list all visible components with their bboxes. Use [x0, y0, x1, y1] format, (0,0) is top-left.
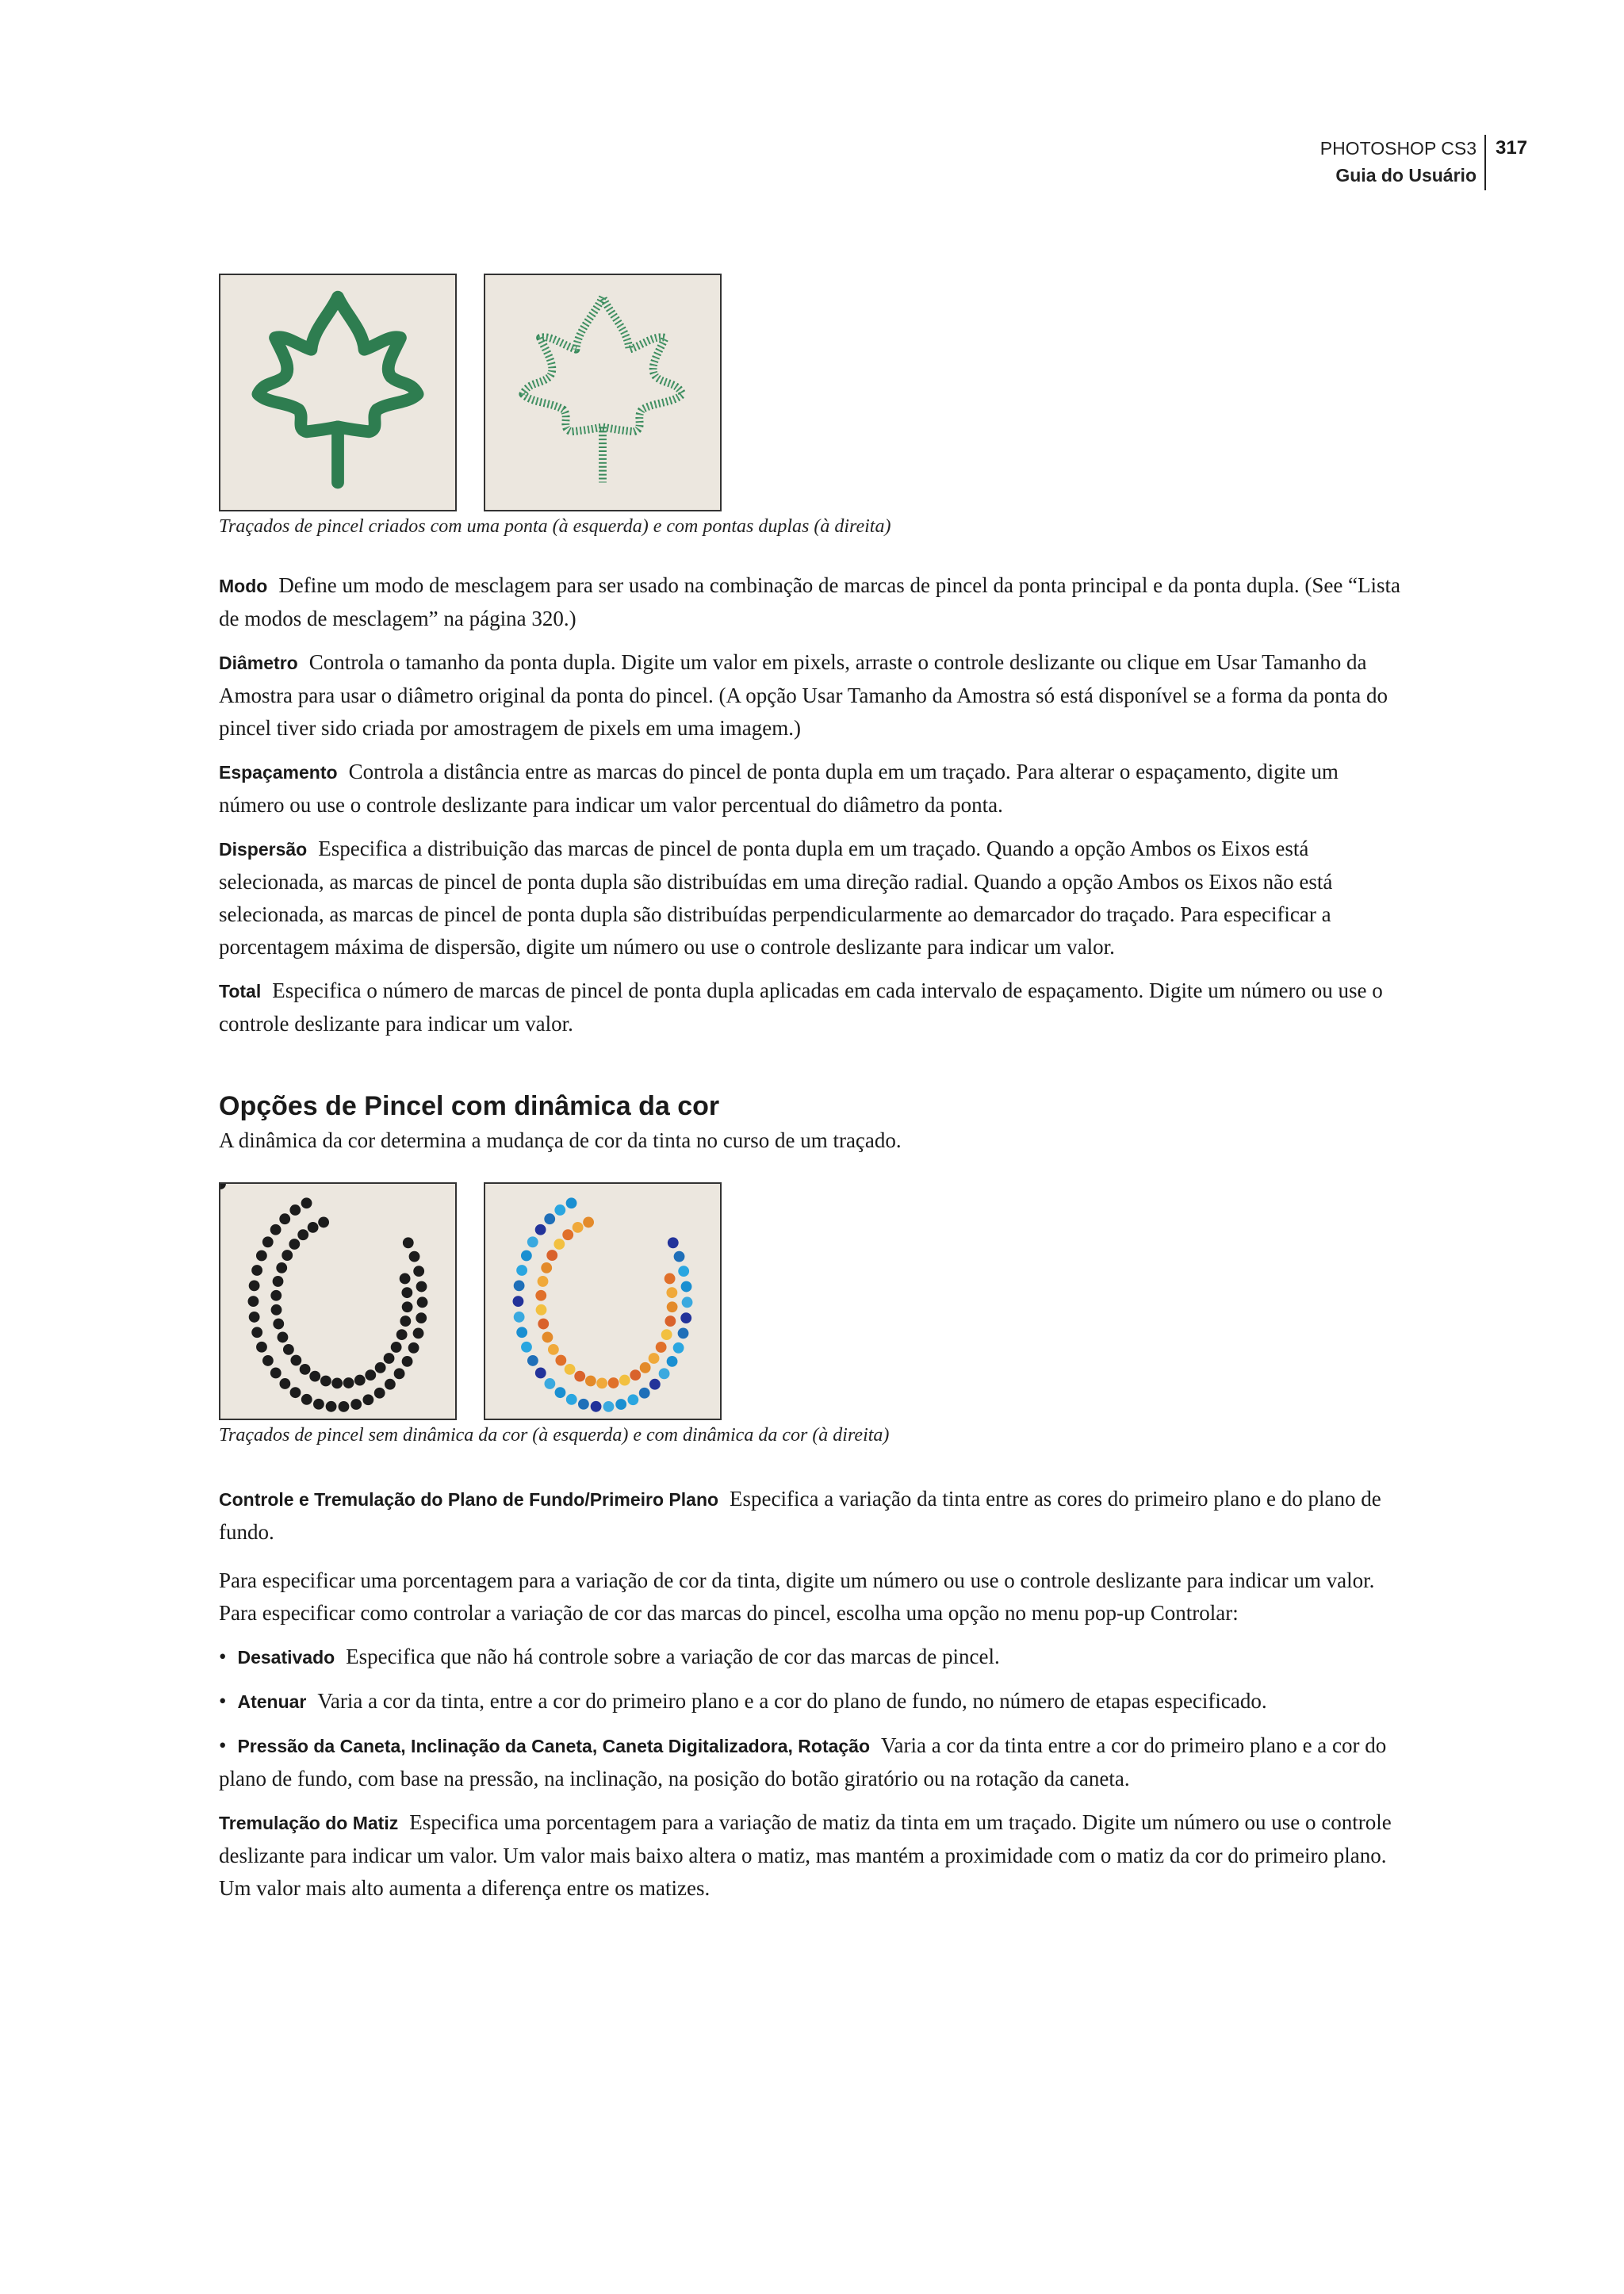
- dot: [249, 1312, 260, 1323]
- dot: [649, 1379, 661, 1390]
- dot: [681, 1281, 692, 1293]
- option-text: Varia a cor da tinta entre a cor do primeiro plano e a cor do plano de fundo, com base na pressão, na inclinação, na posição do botão giratório ou na rotação da caneta.: [219, 1733, 1387, 1790]
- dot: [640, 1362, 651, 1373]
- dot: [394, 1368, 405, 1379]
- dot: [659, 1368, 670, 1379]
- control-paragraph: Para especificar uma porcentagem para a variação de cor da tinta, digite um número ou use o controle deslizante para indicar um valor. Para especificar como controlar a variação de cor das marcas do pincel, escolha uma opção no menu pop-up Controlar:: [219, 1568, 1375, 1625]
- option-term: Diâmetro: [219, 653, 298, 673]
- dot: [666, 1287, 677, 1298]
- dot: [283, 1344, 294, 1355]
- dot: [282, 1250, 293, 1261]
- dot: [220, 1184, 226, 1189]
- product-name: PHOTOSHOP CS3: [1320, 138, 1477, 159]
- option-text: Especifica uma porcentagem para a variação de matiz da tinta em um traçado. Digite um número ou use o controle deslizante para indicar um valor. Um valor mais baixo altera o matiz, mas mantém a proximidade com o matiz da cor do primeiro plano. Um valor mais alto aumenta a diferença entre os matizes.: [219, 1810, 1392, 1900]
- dot: [413, 1266, 424, 1277]
- dot: [273, 1276, 284, 1287]
- dot: [578, 1399, 589, 1410]
- section-heading: Opções de Pincel com dinâmica da cor: [219, 1091, 720, 1121]
- dot: [300, 1364, 311, 1375]
- bullet-atenuar: [219, 1685, 1408, 1718]
- dot: [290, 1355, 301, 1366]
- dot: [665, 1273, 676, 1285]
- dot: [555, 1355, 566, 1366]
- option-text: Define um modo de mesclagem para ser usado na combinação de marcas de pincel da ponta principal e da ponta dupla. (See “Lista de modos de mesclagem” na página 320.): [219, 573, 1401, 630]
- page-number: 317: [1484, 135, 1527, 190]
- dot: [417, 1296, 428, 1308]
- dot: [374, 1388, 385, 1399]
- section-intro: A dinâmica da cor determina a mudança de cor da tinta no curso de um traçado.: [219, 1128, 902, 1152]
- dot: [270, 1368, 282, 1379]
- option-term: Total: [219, 981, 262, 1001]
- dot: [574, 1371, 585, 1382]
- dot: [256, 1342, 267, 1353]
- dual-tip-leaf-image: [484, 274, 722, 511]
- dot: [680, 1312, 691, 1323]
- dot: [289, 1204, 301, 1216]
- dot: [546, 1250, 557, 1261]
- dot: [516, 1327, 527, 1338]
- option-term: Modo: [219, 576, 268, 596]
- dot: [256, 1250, 267, 1262]
- figure-caption-2: Traçados de pincel sem dinâmica da cor (à esquerda) e com dinâmica da cor (à direita): [219, 1425, 890, 1446]
- dot: [273, 1319, 284, 1330]
- option-term: Atenuar: [237, 1691, 307, 1712]
- dot: [649, 1353, 660, 1364]
- dot: [535, 1290, 546, 1301]
- dot: [565, 1364, 576, 1375]
- dot: [535, 1368, 546, 1379]
- dot: [667, 1301, 678, 1312]
- dot: [402, 1301, 413, 1312]
- dot: [270, 1290, 282, 1301]
- dot: [527, 1355, 538, 1366]
- option-term: Tremulação do Matiz: [219, 1813, 399, 1833]
- dot: [279, 1213, 290, 1224]
- option-text: Especifica que não há controle sobre a variação de cor das marcas de pincel.: [346, 1645, 1000, 1668]
- dot: [391, 1342, 402, 1353]
- dot: [555, 1387, 566, 1398]
- option-term: Desativado: [237, 1647, 335, 1668]
- dot: [385, 1379, 396, 1390]
- dot: [538, 1319, 549, 1330]
- dot: [585, 1376, 596, 1387]
- dot: [249, 1280, 260, 1291]
- dot: [402, 1356, 413, 1367]
- dot: [541, 1262, 552, 1273]
- option-term: Pressão da Caneta, Inclinação da Caneta, Caneta Digitalizadora, Rotação: [237, 1736, 871, 1756]
- dot: [608, 1377, 619, 1388]
- option-text: Varia a cor da tinta, entre a cor do primeiro plano e a cor do plano de fundo, no número de etapas especificado.: [317, 1689, 1267, 1713]
- dot: [527, 1236, 538, 1247]
- option-control: [219, 1483, 1408, 1549]
- option-text: Controla o tamanho da ponta dupla. Digite um valor em pixels, arraste o controle deslizante ou clique em Usar Tamanho da Amostra para usar o diâmetro original da ponta do pincel. (A opção Usar Tamanho da Amostra só está disponível se a forma da ponta do pincel tiver sido criada por amostragem de pixels em uma imagem.): [219, 650, 1388, 740]
- dot: [289, 1239, 300, 1250]
- dot: [521, 1250, 532, 1262]
- dot: [603, 1401, 615, 1412]
- dot: [301, 1394, 312, 1405]
- dot: [619, 1375, 630, 1386]
- dot: [627, 1394, 638, 1405]
- dot: [279, 1378, 290, 1389]
- dot: [251, 1327, 262, 1338]
- option-term: Espaçamento: [219, 762, 338, 783]
- dot: [262, 1355, 274, 1366]
- dot: [668, 1237, 679, 1248]
- single-tip-leaf-image: [219, 274, 457, 511]
- option-diametro: [219, 646, 1408, 745]
- color-dots-stroke-image: [484, 1182, 722, 1420]
- dot: [615, 1399, 626, 1410]
- dot: [270, 1224, 282, 1235]
- dot: [661, 1329, 672, 1340]
- dot: [513, 1296, 524, 1307]
- dot: [416, 1312, 427, 1323]
- option-text: Controla a distância entre as marcas do pincel de ponta dupla em um traçado. Para alterar o espaçamento, digite um número ou use o controle deslizante para indicar um valor percentual do diâmetro da ponta.: [219, 760, 1339, 817]
- dot: [313, 1399, 324, 1410]
- options-list-1: [219, 569, 1408, 1040]
- dot: [375, 1362, 386, 1373]
- dot: [248, 1296, 259, 1307]
- dot: [514, 1280, 525, 1291]
- dot: [566, 1197, 577, 1208]
- dot: [521, 1342, 532, 1353]
- page-content: [219, 274, 1408, 1905]
- dot: [339, 1401, 350, 1412]
- dot: [326, 1401, 337, 1412]
- guide-title: Guia do Usuário: [1335, 165, 1477, 186]
- dot: [297, 1229, 308, 1240]
- figure-caption-1: Traçados de pincel criados com uma ponta (à esquerda) e com pontas duplas (à direita): [219, 516, 891, 537]
- dot: [554, 1204, 565, 1216]
- dot: [400, 1273, 411, 1285]
- dot: [384, 1353, 395, 1364]
- bullet-pressao: [219, 1729, 1408, 1795]
- dot: [409, 1251, 420, 1262]
- dot: [682, 1296, 693, 1308]
- dot: [309, 1371, 320, 1382]
- dot: [573, 1222, 584, 1233]
- dot: [278, 1332, 289, 1343]
- dot: [290, 1387, 301, 1398]
- dot: [271, 1304, 282, 1316]
- dot: [362, 1394, 373, 1405]
- dot: [365, 1369, 376, 1381]
- dot: [542, 1332, 553, 1343]
- dot: [535, 1224, 546, 1235]
- dot: [591, 1401, 602, 1412]
- option-tremulacao-matiz: [219, 1806, 1408, 1905]
- dot: [639, 1388, 650, 1399]
- dot: [413, 1327, 424, 1338]
- dot: [251, 1265, 262, 1276]
- option-text: Especifica a distribuição das marcas de pincel de ponta dupla em um traçado. Quando a opção Ambos os Eixos está selecionada, as marcas de pincel de ponta dupla são distribuídas em uma direção radial. Quando a opção Ambos os Eixos não está selecionada, as marcas de pincel de ponta dupla são distribuídas perpendicularmente ao demarcador do traçado. Para especificar a porcentagem máxima de dispersão, digite um número ou use o controle deslizante para indicar um valor.: [219, 837, 1333, 959]
- option-term: Dispersão: [219, 839, 308, 860]
- dot: [665, 1316, 676, 1327]
- page-header: [1320, 135, 1528, 189]
- dot: [656, 1342, 667, 1353]
- dot: [401, 1287, 412, 1298]
- dot: [630, 1369, 641, 1381]
- dot: [673, 1342, 684, 1354]
- bullet-desativado: [219, 1641, 1408, 1674]
- dot: [331, 1377, 343, 1388]
- dot: [548, 1344, 559, 1355]
- dot: [262, 1236, 274, 1247]
- figure-horseshoes: [219, 1182, 1408, 1420]
- dot: [544, 1378, 555, 1389]
- option-modo: [219, 569, 1408, 635]
- option-total: [219, 975, 1408, 1040]
- dot: [678, 1266, 689, 1277]
- dot: [678, 1327, 689, 1338]
- black-dots-stroke-image: [219, 1182, 457, 1420]
- figure-leaves: [219, 274, 1408, 511]
- dot: [400, 1316, 411, 1327]
- dot: [403, 1237, 414, 1248]
- dot: [416, 1281, 427, 1293]
- option-term: Controle e Tremulação do Plano de Fundo/Primeiro Plano: [219, 1489, 719, 1510]
- dot: [318, 1217, 329, 1228]
- dot: [396, 1329, 408, 1340]
- dot: [544, 1213, 555, 1224]
- dot: [674, 1251, 685, 1262]
- dot: [343, 1377, 354, 1388]
- dot: [667, 1356, 678, 1367]
- dot: [301, 1197, 312, 1208]
- dot: [538, 1276, 549, 1287]
- option-text: Especifica a variação da tinta entre as cores do primeiro plano e do plano de fundo.: [219, 1487, 1381, 1544]
- dot: [566, 1394, 577, 1405]
- dot: [516, 1265, 527, 1276]
- dot: [408, 1342, 419, 1354]
- options-list-2: [219, 1483, 1408, 1905]
- dot: [276, 1262, 287, 1273]
- dot: [354, 1375, 366, 1386]
- dot: [536, 1304, 547, 1316]
- dot: [562, 1229, 573, 1240]
- dot: [596, 1377, 607, 1388]
- option-dispersao: [219, 833, 1408, 963]
- dot: [583, 1217, 594, 1228]
- dot: [308, 1222, 319, 1233]
- dot: [350, 1399, 362, 1410]
- option-espacamento: [219, 756, 1408, 821]
- dot: [320, 1376, 331, 1387]
- option-text: Especifica o número de marcas de pincel de ponta dupla aplicadas em cada intervalo de espaçamento. Digite um número ou use o controle deslizante para indicar um valor.: [219, 978, 1383, 1036]
- dot: [514, 1312, 525, 1323]
- dot: [553, 1239, 565, 1250]
